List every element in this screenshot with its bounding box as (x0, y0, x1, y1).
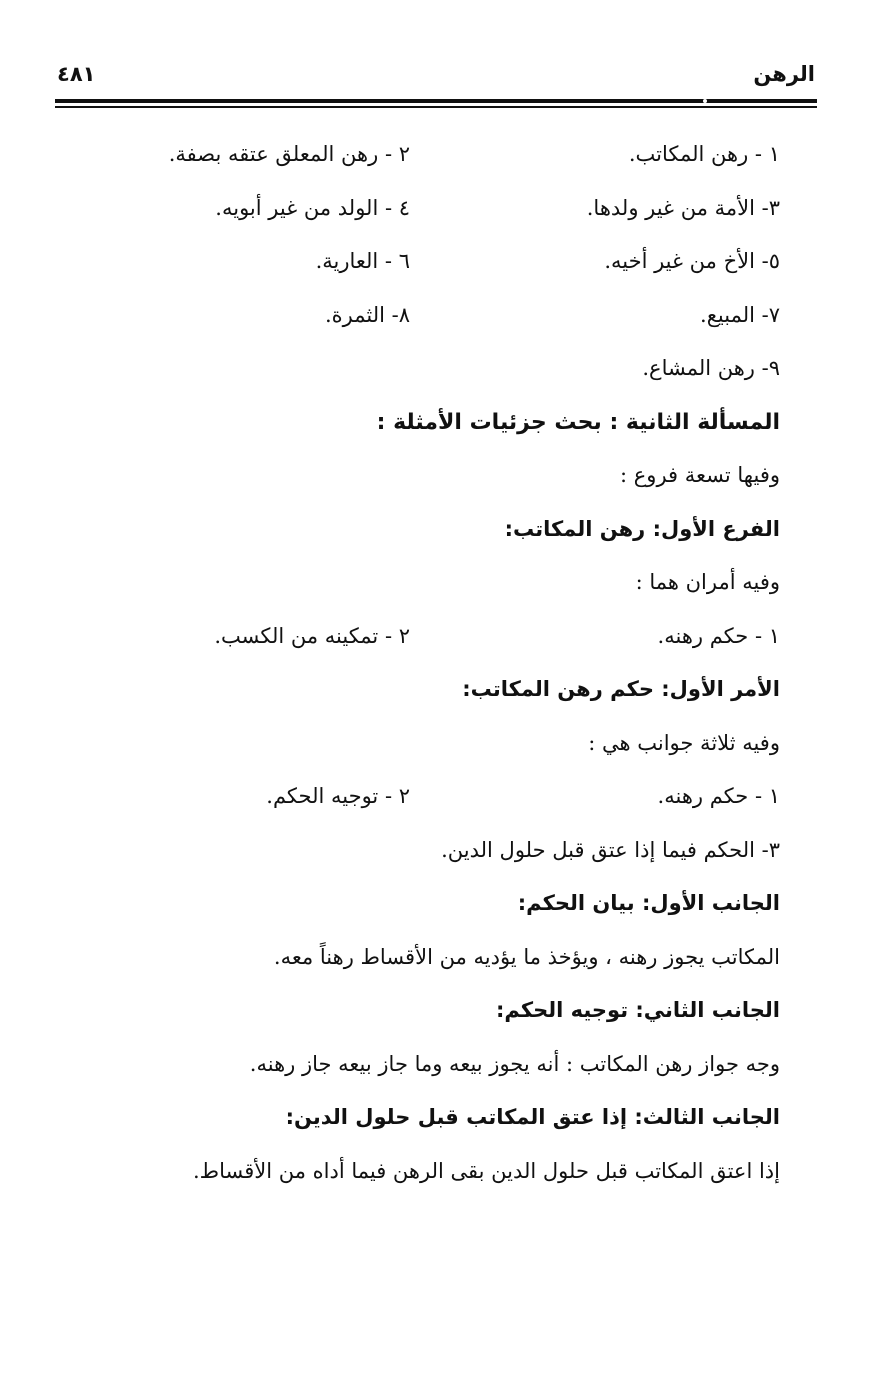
examples-row-2 (140, 182, 780, 236)
example-item-9: ٩- رهن المشاع. (642, 356, 780, 380)
paragraph: وجه جواز رهن المكاتب : أنه يجوز بيعه وما جاز بيعه جاز رهنه. (249, 1051, 780, 1076)
page-header (55, 60, 817, 100)
header-rule-thin (55, 106, 817, 108)
paragraph: إذا اعتق المكاتب قبل حلول الدين بقى الرهن فيما أداه من الأقساط. (192, 1158, 780, 1183)
list-item: ٢ - توجيه الحكم. (266, 784, 410, 808)
example-item: ٦ - العارية. (315, 249, 410, 273)
example-item: ٣- الأمة من غير ولدها. (586, 195, 780, 220)
examples-row-1 (140, 128, 780, 182)
examples-row-3 (140, 235, 780, 289)
section-heading: المسألة الثانية : بحث جزئيات الأمثلة : (376, 409, 780, 435)
header-rule-ornament (703, 99, 707, 103)
example-item: ١ - رهن المكاتب. (628, 142, 780, 166)
example-item: ٥- الأخ من غير أخيه. (604, 249, 780, 273)
matter1-items-row (140, 770, 780, 824)
list-item: ٣- الحكم فيما إذا عتق قبل حلول الدين. (441, 837, 780, 862)
subsection-heading: الجانب الثالث: إذا عتق المكاتب قبل حلول الدين: (285, 1105, 780, 1129)
subsection-heading: الجانب الأول: بيان الحكم: (517, 891, 780, 915)
paragraph: المكاتب يجوز رهنه ، ويؤخذ ما يؤديه من الأقساط رهناً معه. (273, 944, 780, 969)
subsection-heading: الفرع الأول: رهن المكاتب: (504, 516, 780, 541)
page-body (140, 128, 780, 1198)
paragraph: وفيه ثلاثة جوانب هي : (588, 730, 780, 755)
list-item: ١ - حكم رهنه. (657, 623, 780, 648)
example-item: ٧- المبيع. (700, 302, 780, 327)
subsection-heading: الجانب الثاني: توجيه الحكم: (495, 998, 780, 1022)
list-item: ١ - حكم رهنه. (657, 784, 780, 808)
subsection-heading: الأمر الأول: حكم رهن المكاتب: (462, 677, 780, 701)
running-title: الرهن (753, 62, 815, 86)
example-item: ٨- الثمرة. (324, 302, 410, 327)
example-item: ٤ - الولد من غير أبويه. (215, 195, 410, 220)
paragraph: وفيها تسعة فروع : (620, 463, 780, 487)
page-number: ٤٨١ (57, 62, 96, 86)
example-item: ٢ - رهن المعلق عتقه بصفة. (168, 142, 410, 166)
branch1-items-row (140, 610, 780, 664)
examples-row-4 (140, 289, 780, 343)
list-item: ٢ - تمكينه من الكسب. (214, 623, 410, 648)
paragraph: وفيه أمران هما : (635, 570, 780, 594)
